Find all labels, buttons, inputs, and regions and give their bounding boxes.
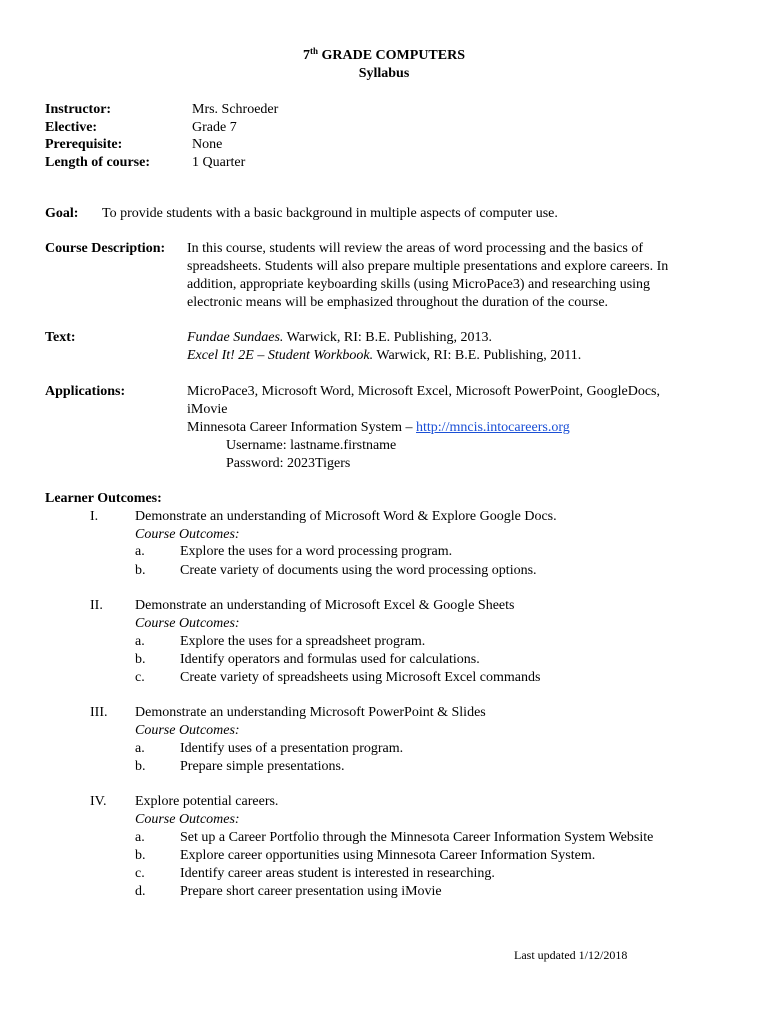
sub-outcome-text: Prepare short career presentation using iMovie: [180, 884, 442, 899]
instructor-value: Mrs. Schroeder: [192, 102, 279, 117]
course-outcomes-label: Course Outcomes:: [135, 527, 240, 542]
elective-value: Grade 7: [192, 120, 237, 135]
sub-outcome-letter: a.: [135, 830, 145, 845]
page-title: [0, 47, 768, 65]
sub-outcome-letter: a.: [135, 634, 145, 649]
sub-outcome-letter: a.: [135, 741, 145, 756]
prerequisite-value: None: [192, 137, 223, 152]
text-label: Text:: [45, 330, 76, 345]
sub-outcome-text: Explore the uses for a word processing program.: [180, 544, 453, 559]
sub-outcome-letter: b.: [135, 563, 146, 578]
username-text: Username: lastname.firstname: [226, 438, 397, 453]
sub-outcome-letter: c.: [135, 670, 145, 685]
outcome-numeral: II.: [90, 598, 103, 613]
textbook-2: [187, 347, 581, 365]
page-subtitle: Syllabus: [358, 66, 410, 81]
grade-number: 7: [302, 48, 310, 63]
sub-outcome-letter: c.: [135, 866, 145, 881]
course-outcomes-label: Course Outcomes:: [135, 616, 240, 631]
sub-outcome-text: Identify career areas student is interested in researching.: [180, 866, 495, 881]
sub-outcome-letter: b.: [135, 652, 146, 667]
applications-list-line-1: MicroPace3, Microsoft Word, Microsoft Excel, Microsoft PowerPoint, GoogleDocs,: [187, 384, 660, 399]
textbook-2-publisher: Warwick, RI: B.E. Publishing, 2011.: [373, 348, 582, 363]
outcome-numeral: III.: [90, 705, 108, 720]
course-outcomes-label: Course Outcomes:: [135, 812, 240, 827]
last-updated: Last updated 1/12/2018: [514, 948, 628, 962]
goal-text: To provide students with a basic background in multiple aspects of computer use.: [102, 206, 558, 221]
textbook-1-title: Fundae Sundaes.: [187, 330, 284, 345]
sub-outcome-text: Explore the uses for a spreadsheet program.: [180, 634, 426, 649]
course-description-line: In this course, students will review the areas of word processing and the basics of: [187, 241, 644, 256]
title-text: GRADE COMPUTERS: [318, 48, 466, 63]
sub-outcome-text: Create variety of spreadsheets using Microsoft Excel commands: [180, 670, 541, 685]
sub-outcome-letter: b.: [135, 848, 146, 863]
course-description-line: addition, appropriate keyboarding skills (using MicroPace3) and researching using: [187, 277, 651, 292]
mcis-link[interactable]: http://mncis.intocareers.org: [416, 420, 570, 435]
sub-outcome-text: Set up a Career Portfolio through the Minnesota Career Information System Website: [180, 830, 654, 845]
outcome-title: Demonstrate an understanding Microsoft PowerPoint & Slides: [135, 705, 486, 720]
outcome-numeral: I.: [90, 509, 99, 524]
course-outcomes-label: Course Outcomes:: [135, 723, 240, 738]
sub-outcome-letter: b.: [135, 759, 146, 774]
outcome-title: Demonstrate an understanding of Microsoft Excel & Google Sheets: [135, 598, 515, 613]
sub-outcome-text: Identify uses of a presentation program.: [180, 741, 404, 756]
course-description-line: electronic means will be emphasized throughout the duration of the course.: [187, 295, 609, 310]
textbook-1-publisher: Warwick, RI: B.E. Publishing, 2013.: [283, 330, 493, 345]
course-length-label: Length of course:: [45, 155, 150, 170]
sub-outcome-text: Identify operators and formulas used for calculations.: [180, 652, 480, 667]
mcis-text: Minnesota Career Information System –: [187, 420, 417, 435]
sub-outcome-text: Explore career opportunities using Minnesota Career Information System.: [180, 848, 596, 863]
instructor-label: Instructor:: [45, 102, 112, 117]
applications-label: Applications:: [45, 384, 126, 399]
mcis-line: [187, 419, 570, 437]
sub-outcome-letter: a.: [135, 544, 145, 559]
sub-outcome-text: Create variety of documents using the word processing options.: [180, 563, 537, 578]
outcome-title: Explore potential careers.: [135, 794, 279, 809]
sub-outcome-text: Prepare simple presentations.: [180, 759, 345, 774]
textbook-1: [187, 329, 492, 347]
prerequisite-label: Prerequisite:: [45, 137, 123, 152]
course-description-line: spreadsheets. Students will also prepare multiple presentations and explore careers. In: [187, 259, 669, 274]
grade-superscript: th: [309, 46, 318, 56]
outcome-numeral: IV.: [90, 794, 107, 809]
textbook-2-title: Excel It! 2E – Student Workbook.: [187, 348, 374, 363]
password-text: Password: 2023Tigers: [226, 456, 351, 471]
elective-label: Elective:: [45, 120, 98, 135]
applications-list-line-2: iMovie: [187, 402, 228, 417]
learner-outcomes-label: Learner Outcomes:: [45, 491, 162, 506]
goal-label: Goal:: [45, 206, 79, 221]
sub-outcome-letter: d.: [135, 884, 146, 899]
course-length-value: 1 Quarter: [192, 155, 246, 170]
outcome-title: Demonstrate an understanding of Microsoft Word & Explore Google Docs.: [135, 509, 557, 524]
course-description-label: Course Description:: [45, 241, 166, 256]
